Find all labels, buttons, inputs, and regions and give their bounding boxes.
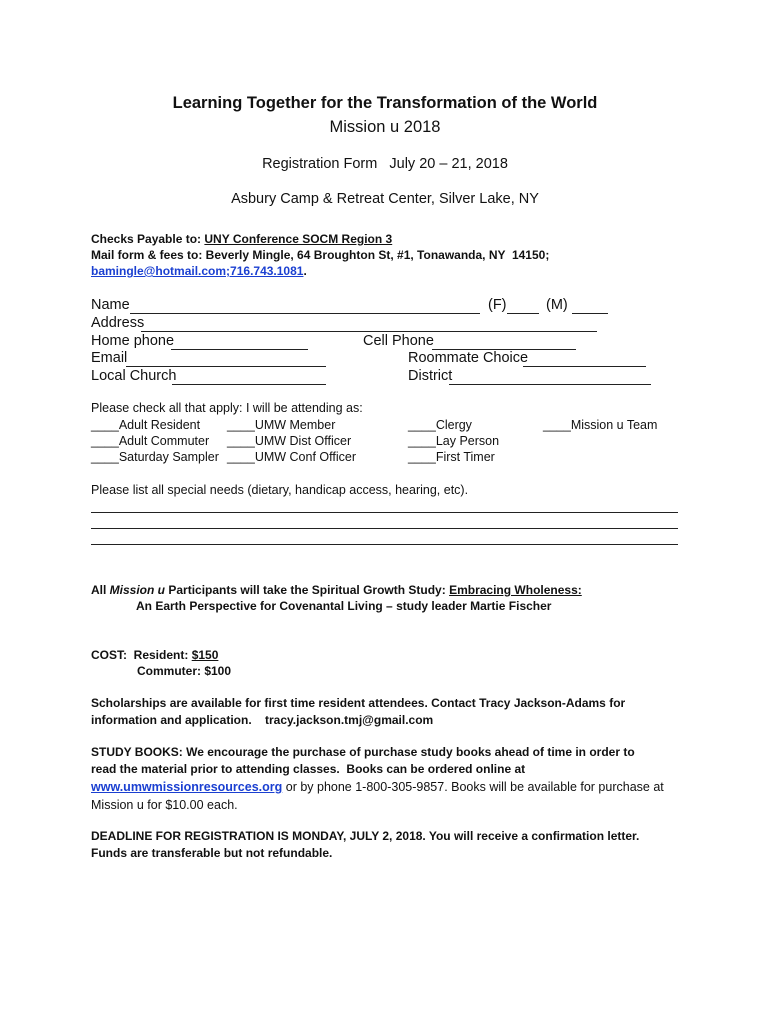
option-adult-commuter[interactable]: ____Adult Commuter	[91, 434, 210, 448]
f-checkbox-field[interactable]	[507, 313, 539, 314]
books-line-4: Mission u for $10.00 each.	[91, 798, 238, 812]
deadline-line-1: DEADLINE FOR REGISTRATION IS MONDAY, JULY 2, 2018. You will receive a confirmation letter.	[91, 829, 640, 843]
option-mission-u-team[interactable]: ____Mission u Team	[543, 418, 658, 432]
option-first-timer[interactable]: ____First Timer	[408, 450, 495, 464]
mail-to-line: Mail form & fees to: Beverly Mingle, 64 Broughton St, #1, Tonawanda, NY 14150;	[91, 248, 550, 262]
venue: Asbury Camp & Retreat Center, Silver Lake, NY	[231, 191, 539, 207]
document-title: Learning Together for the Transformation of the World	[172, 94, 598, 112]
cost-resident: COST: Resident: $150	[91, 648, 219, 662]
name-field[interactable]	[130, 313, 480, 314]
name-label: Name	[91, 297, 130, 313]
f-label: (F)	[488, 297, 507, 313]
books-line-2: read the material prior to attending classes. Books can be ordered online at	[91, 762, 526, 776]
mission-u-italic: Mission u	[109, 583, 166, 597]
district-field[interactable]	[449, 384, 651, 385]
books-line-3: www.umwmissionresources.org or by phone 1-800-305-9857. Books will be available for purchase at	[91, 780, 664, 794]
cell-phone-label: Cell Phone	[363, 333, 434, 349]
roommate-label: Roommate Choice	[408, 350, 529, 366]
m-checkbox-field[interactable]	[572, 313, 608, 314]
scholarships-line-2: information and application. tracy.jackson.tmj@gmail.com	[91, 713, 434, 727]
special-needs-line-1[interactable]	[91, 512, 678, 513]
document-subtitle: Mission u 2018	[329, 118, 441, 136]
cost-commuter: Commuter: $100	[137, 664, 232, 678]
checks-label: Checks Payable to:	[91, 232, 205, 246]
deadline-line-2: Funds are transferable but not refundable.	[91, 846, 333, 860]
option-umw-member[interactable]: ____UMW Member	[227, 418, 336, 432]
home-phone-field[interactable]	[171, 349, 308, 350]
email-label: Email	[91, 350, 128, 366]
books-link[interactable]: www.umwmissionresources.org	[91, 780, 283, 794]
special-needs-line-3[interactable]	[91, 544, 678, 545]
m-label: (M)	[546, 297, 568, 313]
contact-line	[91, 264, 307, 278]
option-saturday-sampler[interactable]: ____Saturday Sampler	[91, 450, 219, 464]
contact-end: .	[303, 264, 307, 278]
resident-price: $150	[191, 648, 219, 662]
scholarships-line-1: Scholarships are available for first time resident attendees. Contact Tracy Jackson-Adams for	[91, 696, 626, 710]
home-phone-label: Home phone	[91, 333, 175, 349]
checks-payee: UNY Conference SOCM Region 3	[204, 232, 393, 246]
special-needs-prompt: Please list all special needs (dietary, handicap access, hearing, etc).	[91, 483, 469, 497]
option-clergy[interactable]: ____Clergy	[408, 418, 472, 432]
checks-payable-line	[91, 232, 392, 246]
local-church-field[interactable]	[172, 384, 326, 385]
study-title: Embracing Wholeness:	[449, 583, 582, 597]
local-church-label: Local Church	[91, 368, 177, 384]
study-line-2: An Earth Perspective for Covenantal Living – study leader Martie Fischer	[136, 599, 552, 613]
special-needs-line-2[interactable]	[91, 528, 678, 529]
roommate-field[interactable]	[523, 366, 646, 367]
contact-link[interactable]: bamingle@hotmail.com;716.743.1081	[91, 264, 304, 278]
option-adult-resident[interactable]: ____Adult Resident	[91, 418, 201, 432]
registration-dates: Registration Form July 20 – 21, 2018	[262, 156, 508, 172]
option-umw-conf-officer[interactable]: ____UMW Conf Officer	[227, 450, 356, 464]
district-label: District	[408, 368, 453, 384]
email-field[interactable]	[126, 366, 326, 367]
address-label: Address	[91, 315, 145, 331]
address-field[interactable]	[141, 331, 597, 332]
attendance-prompt: Please check all that apply: I will be attending as:	[91, 401, 363, 415]
study-line-1: All Mission u Participants will take the Spiritual Growth Study: Embracing Wholeness:	[91, 583, 582, 597]
option-umw-dist-officer[interactable]: ____UMW Dist Officer	[227, 434, 352, 448]
option-lay-person[interactable]: ____Lay Person	[408, 434, 500, 448]
books-line-1: STUDY BOOKS: We encourage the purchase of purchase study books ahead of time in order to	[91, 745, 635, 759]
